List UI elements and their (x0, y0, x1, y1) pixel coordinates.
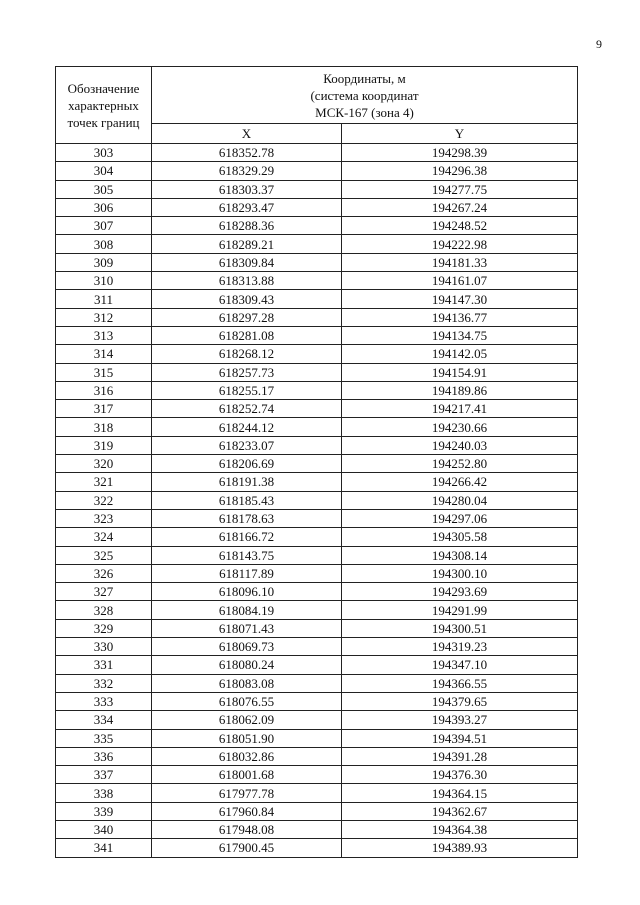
table-row (56, 766, 578, 784)
table-row (56, 546, 578, 564)
y-coordinate-cell: 194280.04 (342, 491, 578, 509)
y-coordinate-cell: 194364.15 (342, 784, 578, 802)
y-coordinate-cell: 194364.38 (342, 820, 578, 838)
y-coordinate-cell: 194366.55 (342, 674, 578, 692)
point-number-cell: 328 (56, 601, 152, 619)
table-row (56, 253, 578, 271)
table-row (56, 272, 578, 290)
point-number-cell: 320 (56, 455, 152, 473)
point-number-cell: 305 (56, 180, 152, 198)
coordinates-header-line: (система координат (310, 87, 419, 103)
x-coordinate-cell: 618309.84 (152, 253, 342, 271)
y-coordinate-cell: 194142.05 (342, 345, 578, 363)
point-number-cell: 307 (56, 217, 152, 235)
x-coordinate-cell: 618001.68 (152, 766, 342, 784)
y-coordinate-cell: 194248.52 (342, 217, 578, 235)
y-coordinate-cell: 194297.06 (342, 509, 578, 527)
table-row (56, 638, 578, 656)
point-number-cell: 337 (56, 766, 152, 784)
x-coordinate-cell: 618062.09 (152, 711, 342, 729)
y-coordinate-cell: 194305.58 (342, 528, 578, 546)
table-row (56, 747, 578, 765)
y-coordinate-cell: 194319.23 (342, 638, 578, 656)
point-label-header (56, 67, 152, 144)
x-coordinate-cell: 618313.88 (152, 272, 342, 290)
point-number-cell: 331 (56, 656, 152, 674)
table-row (56, 601, 578, 619)
point-number-cell: 340 (56, 820, 152, 838)
y-coordinate-cell: 194391.28 (342, 747, 578, 765)
table-row (56, 802, 578, 820)
point-number-cell: 308 (56, 235, 152, 253)
y-coordinate-cell: 194293.69 (342, 583, 578, 601)
x-coordinate-cell: 618178.63 (152, 509, 342, 527)
table-body (56, 144, 578, 858)
x-coordinate-cell: 618084.19 (152, 601, 342, 619)
y-coordinate-cell: 194389.93 (342, 839, 578, 857)
x-coordinate-cell: 618166.72 (152, 528, 342, 546)
point-number-cell: 316 (56, 381, 152, 399)
y-coordinate-cell: 194291.99 (342, 601, 578, 619)
point-number-cell: 334 (56, 711, 152, 729)
point-number-cell: 309 (56, 253, 152, 271)
table-row (56, 674, 578, 692)
table-row (56, 290, 578, 308)
point-number-cell: 318 (56, 418, 152, 436)
point-number-cell: 326 (56, 564, 152, 582)
point-number-cell: 323 (56, 509, 152, 527)
x-coordinate-cell: 617960.84 (152, 802, 342, 820)
y-coordinate-cell: 194362.67 (342, 802, 578, 820)
y-coordinate-cell: 194240.03 (342, 436, 578, 454)
table-row (56, 436, 578, 454)
x-coordinate-cell: 618244.12 (152, 418, 342, 436)
table-row (56, 528, 578, 546)
point-number-cell: 333 (56, 692, 152, 710)
point-number-cell: 312 (56, 308, 152, 326)
point-number-cell: 304 (56, 162, 152, 180)
y-coordinate-cell: 194147.30 (342, 290, 578, 308)
point-number-cell: 315 (56, 363, 152, 381)
point-label-line: Обозначение (67, 80, 140, 96)
table-row (56, 692, 578, 710)
x-coordinate-cell: 618289.21 (152, 235, 342, 253)
point-number-cell: 339 (56, 802, 152, 820)
y-coordinate-cell: 194300.10 (342, 564, 578, 582)
point-number-cell: 324 (56, 528, 152, 546)
table-row (56, 418, 578, 436)
table-row (56, 162, 578, 180)
table-row (56, 729, 578, 747)
page-number: 9 (596, 37, 602, 51)
y-coordinate-cell: 194252.80 (342, 455, 578, 473)
point-number-cell: 329 (56, 619, 152, 637)
x-coordinate-cell: 618293.47 (152, 198, 342, 216)
table-row (56, 784, 578, 802)
x-coordinate-cell: 618309.43 (152, 290, 342, 308)
y-coordinate-cell: 194161.07 (342, 272, 578, 290)
y-coordinate-cell: 194222.98 (342, 235, 578, 253)
table-row (56, 144, 578, 162)
x-coordinate-cell: 618069.73 (152, 638, 342, 656)
point-number-cell: 322 (56, 491, 152, 509)
coordinates-header (152, 67, 578, 124)
coordinates-header-line: МСК-167 (зона 4) (315, 104, 414, 120)
table-row (56, 711, 578, 729)
point-number-cell: 341 (56, 839, 152, 857)
table-row (56, 619, 578, 637)
point-number-cell: 311 (56, 290, 152, 308)
table-row (56, 820, 578, 838)
table-row (56, 400, 578, 418)
point-number-cell: 332 (56, 674, 152, 692)
table-row (56, 509, 578, 527)
table-row (56, 656, 578, 674)
x-coordinate-cell: 618032.86 (152, 747, 342, 765)
y-coordinate-cell: 194217.41 (342, 400, 578, 418)
point-number-cell: 317 (56, 400, 152, 418)
x-coordinate-cell: 618096.10 (152, 583, 342, 601)
y-coordinate-cell: 194393.27 (342, 711, 578, 729)
point-number-cell: 335 (56, 729, 152, 747)
point-number-cell: 313 (56, 326, 152, 344)
point-number-cell: 327 (56, 583, 152, 601)
point-number-cell: 306 (56, 198, 152, 216)
x-coordinate-cell: 618255.17 (152, 381, 342, 399)
table-row (56, 326, 578, 344)
table-row (56, 583, 578, 601)
table-row (56, 839, 578, 857)
table-row (56, 564, 578, 582)
x-coordinate-cell: 618233.07 (152, 436, 342, 454)
x-coordinate-cell: 617900.45 (152, 839, 342, 857)
point-number-cell: 310 (56, 272, 152, 290)
x-coordinate-cell: 618329.29 (152, 162, 342, 180)
x-coordinate-cell: 618143.75 (152, 546, 342, 564)
y-column-header: Y (342, 124, 578, 144)
x-coordinate-cell: 618080.24 (152, 656, 342, 674)
x-coordinate-cell: 618191.38 (152, 473, 342, 491)
table-row (56, 217, 578, 235)
x-coordinate-cell: 618071.43 (152, 619, 342, 637)
point-number-cell: 325 (56, 546, 152, 564)
table-row (56, 491, 578, 509)
y-coordinate-cell: 194379.65 (342, 692, 578, 710)
x-coordinate-cell: 617977.78 (152, 784, 342, 802)
y-coordinate-cell: 194181.33 (342, 253, 578, 271)
table-row (56, 180, 578, 198)
x-coordinate-cell: 618117.89 (152, 564, 342, 582)
table-row (56, 308, 578, 326)
table-row (56, 455, 578, 473)
point-number-cell: 321 (56, 473, 152, 491)
coordinates-table (55, 66, 578, 858)
table-row (56, 345, 578, 363)
coordinates-header-line: Координаты, м (323, 70, 406, 86)
table-row (56, 473, 578, 491)
point-number-cell: 330 (56, 638, 152, 656)
y-coordinate-cell: 194230.66 (342, 418, 578, 436)
y-coordinate-cell: 194189.86 (342, 381, 578, 399)
y-coordinate-cell: 194266.42 (342, 473, 578, 491)
y-coordinate-cell: 194308.14 (342, 546, 578, 564)
x-coordinate-cell: 618288.36 (152, 217, 342, 235)
point-number-cell: 338 (56, 784, 152, 802)
x-coordinate-cell: 618185.43 (152, 491, 342, 509)
y-coordinate-cell: 194136.77 (342, 308, 578, 326)
x-coordinate-cell: 618297.28 (152, 308, 342, 326)
point-label-line: точек границ (67, 114, 140, 130)
y-coordinate-cell: 194134.75 (342, 326, 578, 344)
point-number-cell: 314 (56, 345, 152, 363)
x-column-header: X (152, 124, 342, 144)
point-number-cell: 319 (56, 436, 152, 454)
y-coordinate-cell: 194300.51 (342, 619, 578, 637)
table-row (56, 363, 578, 381)
x-coordinate-cell: 618083.08 (152, 674, 342, 692)
table-row (56, 235, 578, 253)
point-number-cell: 303 (56, 144, 152, 162)
x-coordinate-cell: 618303.37 (152, 180, 342, 198)
x-coordinate-cell: 618076.55 (152, 692, 342, 710)
x-coordinate-cell: 617948.08 (152, 820, 342, 838)
x-coordinate-cell: 618252.74 (152, 400, 342, 418)
table-row (56, 198, 578, 216)
y-coordinate-cell: 194394.51 (342, 729, 578, 747)
table-row (56, 381, 578, 399)
point-label-line: характерных (68, 97, 139, 113)
y-coordinate-cell: 194296.38 (342, 162, 578, 180)
y-coordinate-cell: 194277.75 (342, 180, 578, 198)
y-coordinate-cell: 194376.30 (342, 766, 578, 784)
y-coordinate-cell: 194298.39 (342, 144, 578, 162)
x-coordinate-cell: 618051.90 (152, 729, 342, 747)
y-coordinate-cell: 194347.10 (342, 656, 578, 674)
point-number-cell: 336 (56, 747, 152, 765)
y-coordinate-cell: 194154.91 (342, 363, 578, 381)
x-coordinate-cell: 618206.69 (152, 455, 342, 473)
x-coordinate-cell: 618268.12 (152, 345, 342, 363)
y-coordinate-cell: 194267.24 (342, 198, 578, 216)
x-coordinate-cell: 618281.08 (152, 326, 342, 344)
x-coordinate-cell: 618257.73 (152, 363, 342, 381)
x-coordinate-cell: 618352.78 (152, 144, 342, 162)
